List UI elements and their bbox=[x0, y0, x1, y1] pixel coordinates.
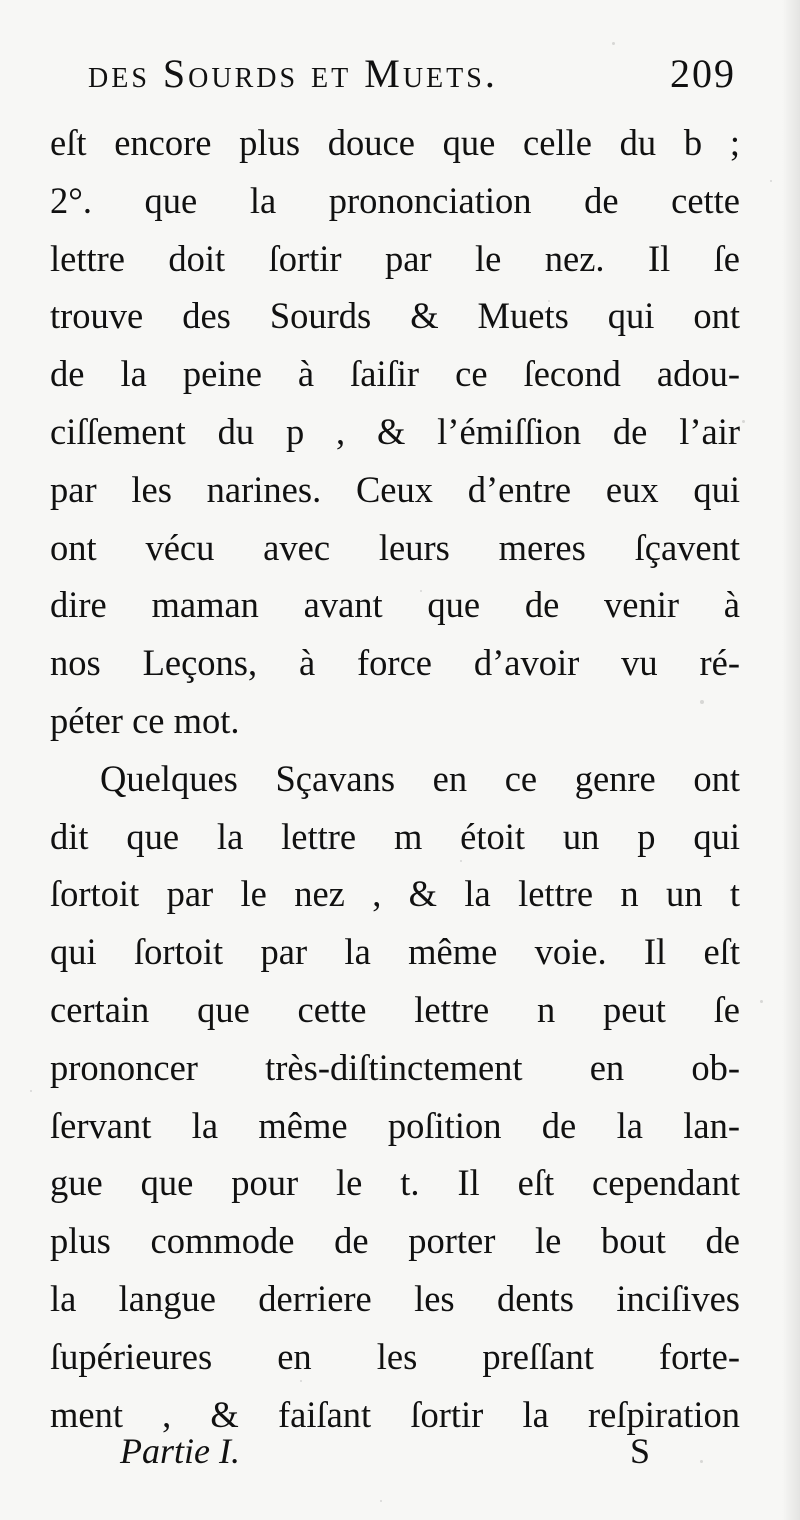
paragraph-end-line: péter ce mot. bbox=[50, 699, 240, 741]
text-line: qui ſortoit par la même voie. Il eſt bbox=[50, 931, 740, 973]
text-line: ont vécu avec leurs meres ſçavent bbox=[50, 526, 740, 568]
text-line: de la peine à ſaiſir ce ſecond adou- bbox=[50, 353, 740, 395]
paper-speck bbox=[420, 590, 422, 592]
paragraph-start-line: Quelques Sçavans en ce genre ont bbox=[100, 757, 740, 799]
paper-speck bbox=[612, 42, 615, 45]
paper-speck bbox=[380, 1500, 382, 1502]
paper-speck bbox=[300, 1380, 302, 1382]
running-title: des Sourds et Muets. bbox=[88, 51, 498, 96]
paper-speck bbox=[30, 1090, 32, 1092]
text-line: ciſſement du p , & l’émiſſion de l’air bbox=[50, 410, 740, 452]
paper-speck bbox=[760, 1000, 763, 1003]
text-line: dire maman avant que de venir à bbox=[50, 584, 740, 626]
text-line: la langue derriere les dents inciſives bbox=[50, 1277, 740, 1319]
part-label: Partie I. bbox=[120, 1431, 240, 1471]
paper-speck bbox=[742, 420, 745, 423]
paper-speck bbox=[770, 180, 772, 182]
paper-speck bbox=[700, 1460, 703, 1463]
text-line: ſupérieures en les preſſant forte- bbox=[50, 1335, 740, 1377]
text-line: 2°. que la prononciation de cette bbox=[50, 179, 740, 221]
text-line: certain que cette lettre n peut ſe bbox=[50, 988, 740, 1030]
body-text bbox=[50, 114, 740, 1443]
text-line: ment , & faiſant ſortir la reſpiration bbox=[50, 1393, 740, 1435]
text-line: lettre doit ſortir par le nez. Il ſe bbox=[50, 237, 740, 279]
page-edge-shadow bbox=[782, 0, 800, 1520]
page-header bbox=[88, 50, 748, 110]
text-line: eſt encore plus douce que celle du b ; bbox=[50, 122, 740, 163]
text-line: nos Leçons, à force d’avoir vu ré- bbox=[50, 642, 740, 684]
text-line: gue que pour le t. Il eſt cependant bbox=[50, 1162, 740, 1204]
page-footer bbox=[120, 1430, 680, 1480]
text-line: ſortoit par le nez , & la lettre n un t bbox=[50, 873, 740, 915]
text-line: prononcer très-diſtinctement en ob- bbox=[50, 1046, 740, 1088]
text-line: plus commode de porter le bout de bbox=[50, 1220, 740, 1262]
paper-speck bbox=[700, 700, 704, 704]
text-line: par les narines. Ceux d’entre eux qui bbox=[50, 468, 740, 510]
signature-mark: S bbox=[629, 1431, 650, 1471]
page-number: 209 bbox=[670, 51, 736, 96]
text-line: trouve des Sourds & Muets qui ont bbox=[50, 295, 740, 337]
paper-speck bbox=[548, 300, 550, 302]
paper-speck bbox=[460, 860, 462, 862]
text-line: ſervant la même poſition de la lan- bbox=[50, 1104, 740, 1146]
text-line: dit que la lettre m étoit un p qui bbox=[50, 815, 740, 857]
